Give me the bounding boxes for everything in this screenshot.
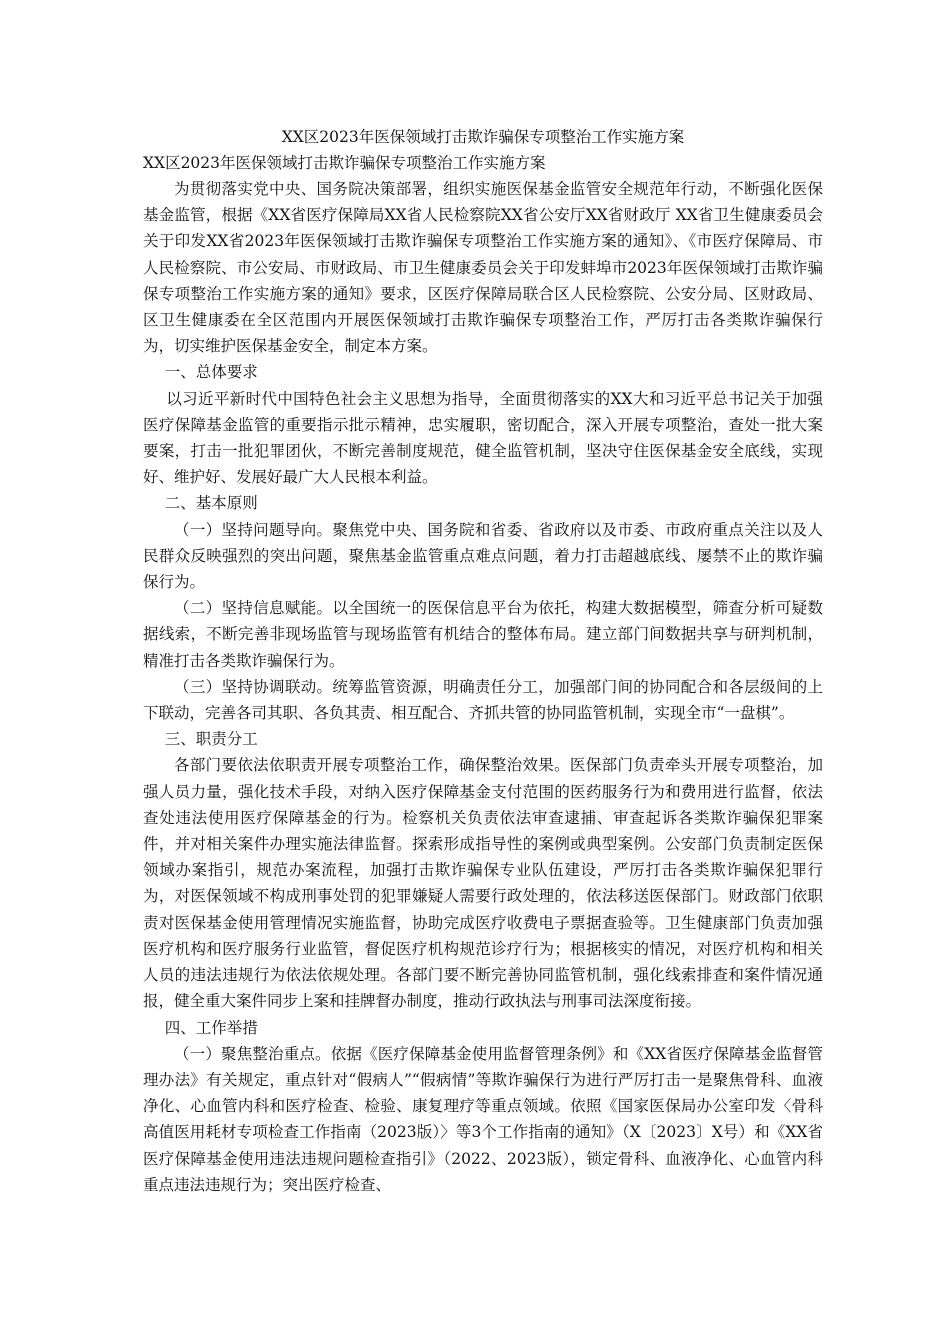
general-requirements-paragraph: 以习近平新时代中国特色社会主义思想为指导，全面贯彻落实的XX大和习近平总书记关于加强医疗保障基金监管的重要指示批示精神，忠实履职，密切配合，深入开展专项整治，查处一批大案要案，打击一批犯罪团伙，不断完善制度规范，健全监管机制，坚决守住医保基金安全底线，实现好、维护好、发展好最广大人民根本利益。 bbox=[143, 389, 823, 487]
principle-problem-oriented: （一）坚持问题导向。聚焦党中央、国务院和省委、省政府以及市委、市政府重点关注以及人民群众反映强烈的突出问题，聚焦基金监管重点难点问题，着力打击超越底线、屡禁不止的欺诈骗保行为。 bbox=[143, 520, 823, 592]
document-subtitle: XX区2023年医保领域打击欺诈骗保专项整治工作实施方案 bbox=[143, 154, 546, 172]
intro-paragraph: 为贯彻落实党中央、国务院决策部署，组织实施医保基金监管安全规范年行动，不断强化医保基金监管，根据《XX省医疗保障局XX省人民检察院XX省公安厅XX省财政厅 XX省卫生健康委员会关于印发XX省2023年医保领域打击欺诈骗保专项整治工作实施方案的通知》、《市医疗保障局、市人民检察院、市公安局、市财政局、市卫生健康委员会关于印发蚌埠市2023年医保领域打击欺诈骗保专项整治工作实施方案的通知》要求，区医疗保障局联合区人民检察院、公安分局、区财政局、区卫生健康委在全区范围内开展医保领域打击欺诈骗保专项整治工作，严厉打击各类欺诈骗保行为，切实维护医保基金安全，制定本方案。 bbox=[143, 180, 823, 356]
principle-coordination: （三）坚持协调联动。统筹监管资源，明确责任分工，加强部门间的协同配合和各层级间的上下联动，完善各司其职、各负其责、相互配合、齐抓共管的协同监管机制，实现全市“一盘棋”。 bbox=[143, 677, 823, 723]
measure-focus-key-areas: （一）聚焦整治重点。依据《医疗保障基金使用监督管理条例》和《XX省医疗保障基金监督管理办法》有关规定，重点针对“假病人”“假病情”等欺诈骗保行为进行严厉打击一是聚焦骨科、血液净化、心血管内科和医疗检查、检验、康复理疗等重点领域。依照《国家医保局办公室印发〈骨科高值医用耗材专项检查工作指南（2023版）〉等3个工作指南的通知》（X〔2023〕X号）和《XX省医疗保障基金使用违法违规问题检查指引》（2022、2023版），锁定骨科、血液净化、心血管内科重点违法违规行为；突出医疗检查、 bbox=[143, 1044, 823, 1194]
section-heading-basic-principles: 二、基本原则 bbox=[164, 494, 258, 513]
section-heading-measures: 四、工作举措 bbox=[164, 1018, 258, 1037]
document-title: XX区2023年医保领域打击欺诈骗保专项整治工作实施方案 bbox=[281, 128, 685, 146]
section-heading-responsibilities: 三、职责分工 bbox=[164, 730, 258, 749]
document-page bbox=[143, 124, 823, 1198]
section-heading-general-requirements: 一、总体要求 bbox=[164, 363, 258, 382]
responsibilities-paragraph: 各部门要依法依职责开展专项整治工作，确保整治效果。医保部门负责牵头开展专项整治，加强人员力量，强化技术手段，对纳入医疗保障基金支付范围的医药服务行为和费用进行监督，依法查处违法使用医疗保障基金的行为。检察机关负责依法审查逮捕、审查起诉各类欺诈骗保犯罪案件，并对相关案件办理实施法律监督。探索形成指导性的案例或典型案例。公安部门负责制定医保领域办案指引，规范办案流程，加强打击欺诈骗保专业队伍建设，严厉打击各类欺诈骗保犯罪行为，对医保领域不构成刑事处罚的犯罪嫌疑人需要行政处理的，依法移送医保部门。财政部门依职责对医保基金使用管理情况实施监督，协助完成医疗收费电子票据查验等。卫生健康部门负责加强医疗机构和医疗服务行业监管，督促医疗机构规范诊疗行为；根据核实的情况，对医疗机构和相关人员的违法违规行为依法依规处理。各部门要不断完善协同监管机制，强化线索排查和案件情况通报，健全重大案件同步上案和挂牌督办制度，推动行政执法与刑事司法深度衔接。 bbox=[143, 756, 823, 1011]
principle-information-empowerment: （二）坚持信息赋能。以全国统一的医保信息平台为依托，构建大数据模型，筛查分析可疑数据线索，不断完善非现场监管与现场监管有机结合的整体布局。建立部门间数据共享与研判机制，精准打击各类欺诈骗保行为。 bbox=[143, 599, 823, 670]
